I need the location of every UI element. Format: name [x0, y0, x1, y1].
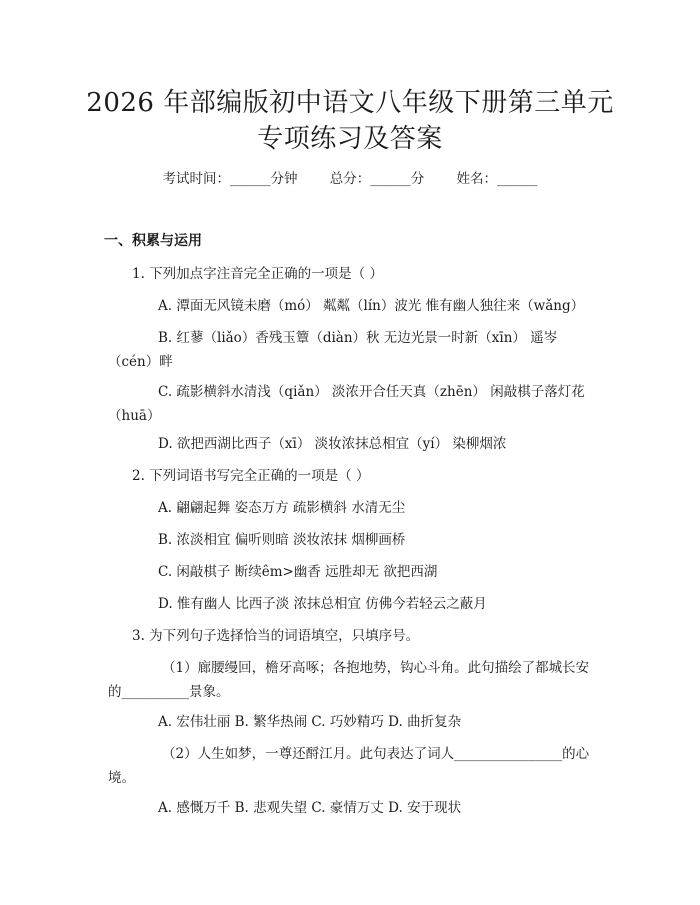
question-3-sentence-1-options: A. 宏伟壮丽 B. 繁华热闹 C. 巧妙精巧 D. 曲折复杂 — [158, 714, 462, 730]
section-heading: 一、积累与运用 — [104, 233, 202, 249]
question-2-stem: 2. 下列词语书写完全正确的一项是（ ） — [132, 468, 370, 484]
question-1-option-d: D. 欲把西湖比西子（xī） 淡妆浓抹总相宜（yí） 染柳烟浓 — [158, 436, 507, 452]
question-3-sentence-1: （1）廊腰缦回，檐牙高啄；各抱地势，钩心斗角。此句描绘了都城长安 — [162, 660, 590, 676]
question-1-option-c-cont: （huā） — [108, 408, 161, 424]
exam-name: 姓名：______ — [456, 171, 538, 187]
page-title-line-2: 专项练习及答案 — [257, 124, 443, 154]
exam-info — [0, 167, 700, 187]
question-3-sentence-2: （2）人生如梦，一尊还酹江月。此句表达了词人________________的心 — [162, 746, 590, 762]
exam-time: 考试时间：______分钟 — [162, 171, 298, 187]
question-2-option-a: A. 翩翩起舞 姿态万方 疏影横斜 水清无尘 — [158, 500, 406, 516]
question-3-sentence-2-options: A. 感慨万千 B. 悲观失望 C. 豪情万丈 D. 安于现状 — [158, 800, 462, 816]
question-1-stem: 1. 下列加点字注音完全正确的一项是（ ） — [132, 266, 383, 282]
question-1-option-a: A. 潭面无风镜未磨（mó） 粼粼（lín）波光 惟有幽人独往来（wǎng） — [158, 298, 585, 314]
exam-score: 总分：______分 — [329, 171, 425, 187]
question-1-option-c: C. 疏影横斜水清浅（qiǎn） 淡浓开合任天真（zhēn） 闲敲棋子落灯花 — [158, 384, 585, 400]
question-3-sentence-2-cont: 境。 — [108, 770, 135, 786]
question-1-option-b: B. 红蓼（liǎo）香残玉簟（diàn）秋 无边光景一时新（xīn） 遥岑 — [158, 330, 558, 346]
page-title-line-1: 2026 年部编版初中语文八年级下册第三单元 — [86, 88, 614, 118]
question-1-option-b-cont: （cén）畔 — [108, 354, 173, 370]
question-2-option-b: B. 浓淡相宜 偏听则暗 淡妆浓抹 烟柳画桥 — [158, 532, 406, 548]
question-2-option-d: D. 惟有幽人 比西子淡 浓抹总相宜 仿佛今若轻云之蔽月 — [158, 596, 487, 612]
question-3-sentence-1-cont: 的__________景象。 — [108, 684, 230, 700]
question-2-option-c: C. 闲敲棋子 断续êm>幽香 远胜却无 欲把西湖 — [158, 564, 438, 580]
question-3-stem: 3. 为下列句子选择恰当的词语填空，只填序号。 — [132, 628, 420, 644]
